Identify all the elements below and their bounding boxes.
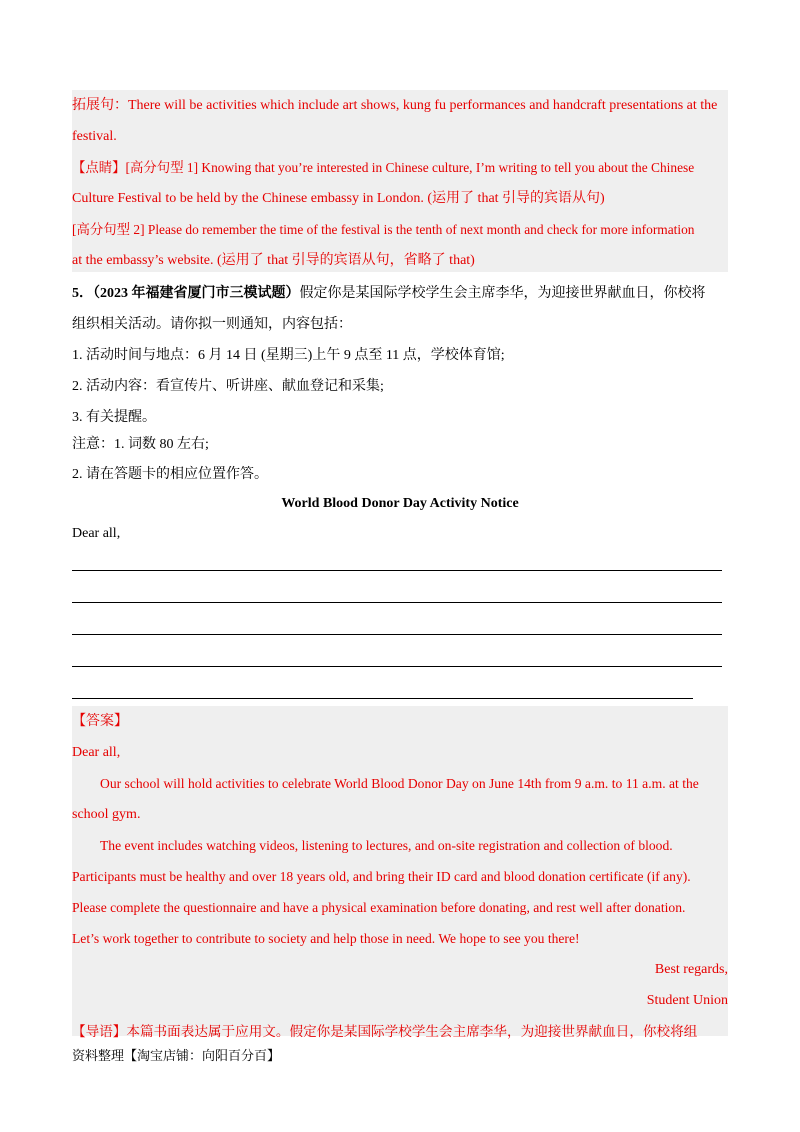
- answer-paragraph-line: school gym.: [72, 807, 141, 822]
- answer-blank-line: [72, 634, 722, 635]
- answer-greeting: Dear all,: [72, 745, 121, 760]
- requirement-item: 3. 有关提醒。: [72, 410, 156, 425]
- question-header: [72, 278, 706, 309]
- key-point-line: 【点睛】[高分句型 1] Knowing that you’re interested in Chinese culture, I’m writing to tell you about the Chinese: [72, 160, 695, 175]
- answer-paragraph-line: Our school will hold activities to celebrate World Blood Donor Day on June 14th from 9 a.m. to 11 a.m. at the: [100, 776, 699, 791]
- question-number: 5．: [72, 286, 93, 301]
- salutation: Dear all,: [72, 526, 121, 541]
- guide-line: 【导语】本篇书面表达属于应用文。假定你是某国际学校学生会主席李华，为迎接世界献血日，你校将组: [72, 1024, 698, 1039]
- answer-paragraph-line: Let’s work together to contribute to society and help those in need. We hope to see you there!: [72, 931, 580, 946]
- key-point-line: [高分句型 2] Please do remember the time of the festival is the tenth of next month and check for more information: [72, 222, 695, 237]
- key-point-line: Culture Festival to be held by the Chinese embassy in London. (运用了 that 引导的宾语从句): [72, 191, 605, 206]
- answer-closing: Best regards,: [654, 962, 728, 977]
- answer-block: [72, 706, 728, 1039]
- requirement-item: 1. 活动时间与地点：6 月 14 日 (星期三)上午 9 点至 11 点，学校体育馆;: [72, 348, 505, 363]
- answer-label: 【答案】: [72, 714, 128, 729]
- notice-title: World Blood Donor Day Activity Notice: [281, 496, 519, 511]
- page-footer: 资料整理【淘宝店铺：向阳百分百】: [72, 1048, 281, 1063]
- requirement-item: 2. 活动内容：看宣传片、听讲座、献血登记和采集;: [72, 379, 384, 394]
- answer-blank-line: [72, 698, 693, 699]
- expansion-sentence-line: 拓展句：There will be activities which include art shows, kung fu performances and handcraft presentations at the: [72, 98, 718, 113]
- answer-blank-line: [72, 602, 722, 603]
- question-intro-line: 组织相关活动。请你拟一则通知，内容包括：: [72, 317, 352, 332]
- key-point-line: at the embassy’s website. (运用了 that 引导的宾语从句，省略了 that): [72, 253, 475, 268]
- note-line: 2. 请在答题卡的相应位置作答。: [72, 467, 268, 482]
- note-line: 注意：1. 词数 80 左右;: [72, 437, 209, 452]
- answer-paragraph-line: Participants must be healthy and over 18 years old, and bring their ID card and blood donation certificate (if any).: [72, 869, 691, 884]
- answer-blank-line: [72, 666, 722, 667]
- answer-paragraph-line: The event includes watching videos, listening to lectures, and on-site registration and collection of blood.: [100, 838, 673, 853]
- top-explanation-block: [72, 90, 728, 272]
- answer-signature: Student Union: [646, 993, 728, 1008]
- expansion-sentence-line: festival.: [72, 129, 117, 144]
- answer-paragraph-line: Please complete the questionnaire and have a physical examination before donating, and rest well after donation.: [72, 900, 686, 915]
- question-intro: 假定你是某国际学校学生会主席李华，为迎接世界献血日，你校将: [299, 286, 706, 301]
- question-source: （2023 年福建省厦门市三模试题）: [93, 286, 300, 301]
- answer-blank-line: [72, 570, 722, 571]
